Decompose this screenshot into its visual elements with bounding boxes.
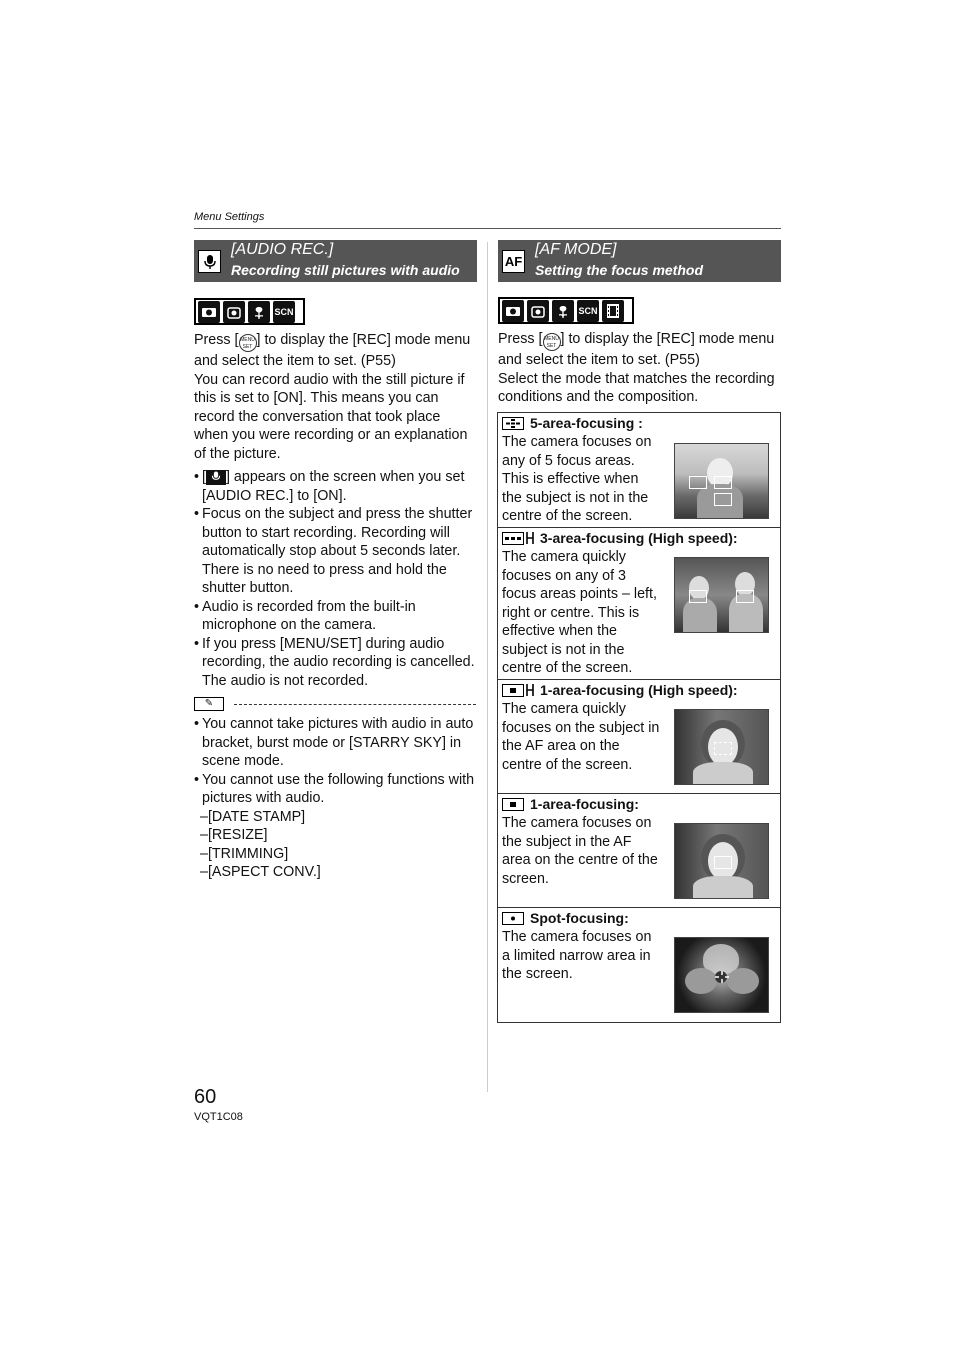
column-divider	[487, 242, 488, 1092]
mode-description: The camera quickly focuses on any of 3 focus areas points – left, right or centre. This is effective when the subject is not in the centre of the screen.	[502, 549, 657, 676]
audio-rec-header	[194, 240, 477, 282]
macro-mode-icon	[552, 300, 574, 322]
1-area-icon	[502, 798, 524, 811]
af-area-marker	[714, 493, 732, 506]
sample-photo-5-area	[674, 443, 769, 519]
audio-rec-subtitle: Recording still pictures with audio	[231, 262, 460, 278]
af-icon: AF	[502, 250, 525, 273]
spot-icon	[502, 912, 524, 925]
note-icon: ✎	[194, 697, 224, 711]
note-divider	[194, 697, 476, 711]
list-item: • You cannot use the following functions with pictures with audio.	[194, 771, 479, 808]
simple-mode-icon	[527, 300, 549, 322]
function-item: –[DATE STAMP]	[200, 808, 306, 825]
function-item: –[TRIMMING]	[200, 845, 289, 862]
sample-photo-1-area-high-speed	[674, 709, 769, 785]
mode-description: The camera focuses on the subject in the AF area on the centre of the screen.	[502, 815, 658, 887]
sample-photo-3-area	[674, 557, 769, 633]
function-item: –[RESIZE]	[200, 827, 268, 843]
menu-set-button-icon: MENU SET	[239, 334, 257, 352]
menu-set-button-icon: MENU SET	[543, 333, 561, 351]
list-item: • Audio is recorded from the built-in microphone on the camera.	[194, 598, 479, 635]
af-area-marker	[689, 476, 707, 489]
af-mode-description: Select the mode that matches the recording conditions and the composition.	[498, 370, 775, 405]
3-area-high-speed-icon	[502, 532, 524, 545]
mode-description: The camera focuses on any of 5 focus areas. This is effective when the subject is not in the centre of the screen.	[502, 434, 652, 524]
audio-rec-notes	[194, 715, 479, 882]
list-item: • [ ] appears on the screen when you set [AUDIO REC.] to [ON].	[194, 468, 479, 505]
simple-mode-icon	[223, 301, 245, 323]
scene-mode-icon: SCN	[577, 300, 599, 322]
af-area-marker	[714, 742, 732, 755]
table-row: 1-area-focusing: The camera focuses on the subject in the AF area on the centre of the screen.	[498, 794, 780, 908]
audio-rec-description: You can record audio with the still picture if this is set to [ON]. This means you can record the conversation that took place when you were recording or an explanation of the picture.	[194, 371, 468, 462]
high-speed-icon	[525, 531, 535, 545]
doc-code: VQT1C08	[194, 1111, 243, 1123]
1-area-high-speed-icon	[502, 684, 524, 697]
audio-rec-intro: Press [ MENU SET ] to display the [REC] mode menu and select the item to set. (P55) You can record audio with the still picture if this is set to [ON]. This means you can record the conversation that took place when you were recording or an explanation of the picture.	[194, 331, 478, 463]
section-label: Menu Settings	[194, 211, 265, 223]
af-area-marker	[714, 856, 732, 869]
list-item: • Focus on the subject and press the shutter button to start recording. Recording will automatically stop about 5 seconds later. There is no need to press and hold the shutter button.	[194, 505, 479, 598]
af-mode-title: [AF MODE]	[535, 241, 617, 258]
scene-mode-icon: SCN	[273, 301, 295, 323]
af-mode-intro: Press [ MENU SET ] to display the [REC] mode menu and select the item to set. (P55) Select the mode that matches the recording conditions and the composition.	[498, 330, 782, 407]
function-item: –[ASPECT CONV.]	[200, 864, 321, 880]
table-row: 3-area-focusing (High speed): The camera quickly focuses on any of 3 focus areas points – left, right or centre. This is effective when the subject is not in the centre of the screen.	[498, 528, 780, 680]
sample-photo-1-area	[674, 823, 769, 899]
macro-mode-icon	[248, 301, 270, 323]
af-mode-subtitle: Setting the focus method	[535, 262, 703, 278]
af-mode-header	[498, 240, 781, 282]
sample-photo-spot	[674, 937, 769, 1013]
movie-mode-icon	[602, 300, 624, 322]
camera-mode-icon	[502, 300, 524, 322]
5-area-icon	[502, 417, 524, 430]
header-rule	[194, 228, 781, 229]
table-row: 1-area-focusing (High speed): The camera quickly focuses on the subject in the AF area on the centre of the screen.	[498, 680, 780, 794]
mode-description: The camera focuses on a limited narrow area in the screen.	[502, 929, 652, 982]
list-item: • If you press [MENU/SET] during audio recording, the audio recording is cancelled. The audio is not recorded.	[194, 635, 479, 691]
table-row: 5-area-focusing : The camera focuses on any of 5 focus areas. This is effective when the subject is not in the centre of the screen.	[498, 413, 780, 528]
page-number: 60	[194, 1086, 217, 1108]
list-item: • You cannot take pictures with audio in auto bracket, burst mode or [STARRY SKY] in scene mode.	[194, 715, 479, 771]
audio-rec-modes	[194, 298, 305, 325]
table-row: Spot-focusing: The camera focuses on a limited narrow area in the screen.	[498, 908, 780, 1022]
spot-target-marker	[715, 971, 729, 983]
af-area-marker	[689, 590, 707, 603]
audio-rec-title: [AUDIO REC.]	[231, 241, 334, 258]
af-mode-modes	[498, 297, 634, 324]
af-area-marker	[736, 590, 754, 603]
high-speed-icon	[525, 683, 535, 697]
audio-rec-bullets	[194, 468, 479, 690]
focus-mode-table	[497, 412, 781, 1023]
mode-description: The camera quickly focuses on the subject in the AF area on the centre of the screen.	[502, 701, 660, 773]
microphone-icon	[206, 470, 226, 485]
microphone-icon	[198, 250, 221, 273]
af-area-marker	[714, 476, 732, 489]
camera-mode-icon	[198, 301, 220, 323]
